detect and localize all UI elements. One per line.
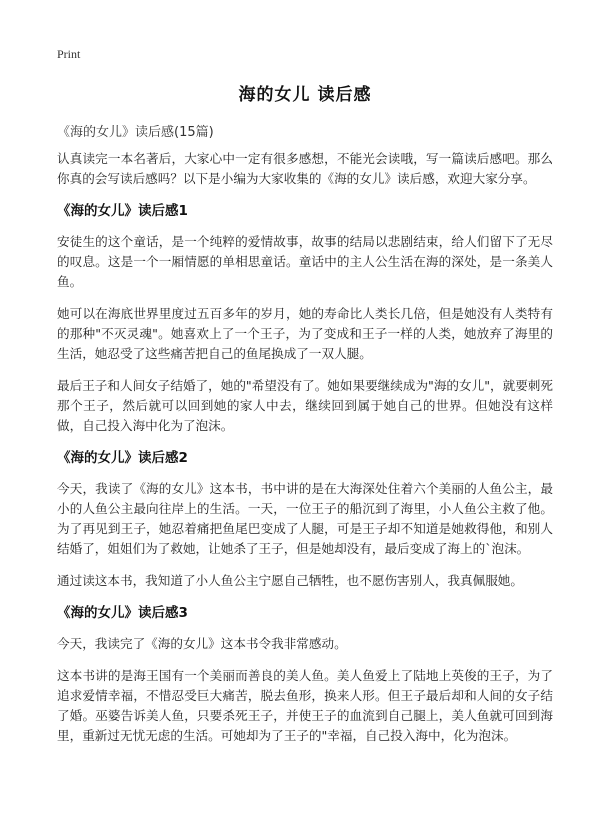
section-heading-3: 《海的女儿》读后感3 xyxy=(57,605,188,621)
print-link[interactable]: Print xyxy=(57,47,81,61)
paragraph: 安徒生的这个童话，是一个纯粹的爱情故事，故事的结局以悲剧结束，给人们留下了无尽的叹息。这是一个一厢情愿的单相思童话。童话中的主人公生活在海的深处，是一条美人鱼。 xyxy=(57,234,553,289)
page-title: 海的女儿 读后感 xyxy=(238,85,372,105)
paragraph: 她可以在海底世界里度过五百多年的岁月，她的寿命比人类长几倍，但是她没有人类特有的那种"不灭灵魂"。她喜欢上了一个王子，为了变成和王子一样的人类，她放弃了海里的生活，她忍受了这些痛苦把自己的鱼尾换成了一双人腿。 xyxy=(57,306,553,361)
article-body xyxy=(57,149,553,758)
intro-paragraph: 认真读完一本名著后，大家心中一定有很多感想，不能光会读哦，写一篇读后感吧。那么你真的会写读后感吗？以下是小编为大家收集的《海的女儿》读后感，欢迎大家分享。 xyxy=(57,151,553,186)
paragraph: 今天，我读完了《海的女儿》这本书令我非常感动。 xyxy=(57,636,347,651)
paragraph: 通过读这本书，我知道了小人鱼公主宁愿自己牺牲，也不愿伤害别人，我真佩服她。 xyxy=(57,573,523,588)
section-heading-1: 《海的女儿》读后感1 xyxy=(57,203,188,219)
document-subtitle: 《海的女儿》读后感(15篇) xyxy=(57,125,214,140)
paragraph: 这本书讲的是海王国有一个美丽而善良的美人鱼。美人鱼爱上了陆地上英俊的王子，为了追求爱情幸福，不惜忍受巨大痛苦，脱去鱼形，换来人形。但王子最后却和人间的女子结了婚。巫婆告诉美人鱼，只要杀死王子，并使王子的血流到自己腿上，美人鱼就可回到海里，重新过无忧无虑的生活。可她却为了王子的"幸福，自己投入海中，化为泡沫。 xyxy=(57,668,553,743)
paragraph: 最后王子和人间女子结婚了，她的"希望没有了。她如果要继续成为"海的女儿"，就要刺死那个王子，然后就可以回到她的家人中去，继续回到属于她自己的世界。但她没有这样做，自己投入海中化为了泡沫。 xyxy=(57,378,553,433)
section-heading-2: 《海的女儿》读后感2 xyxy=(57,450,188,466)
paragraph: 今天，我读了《海的女儿》这本书，书中讲的是在大海深处住着六个美丽的人鱼公主，最小的人鱼公主最向往岸上的生活。一天，一位王子的船沉到了海里，小人鱼公主救了他。为了再见到王子，她忍着痛把鱼尾巴变成了人腿，可是王子却不知道是她救得他，和别人结婚了，姐姐们为了救她，让她杀了王子，但是她却没有，最后变成了海上的`泡沫。 xyxy=(57,481,553,556)
